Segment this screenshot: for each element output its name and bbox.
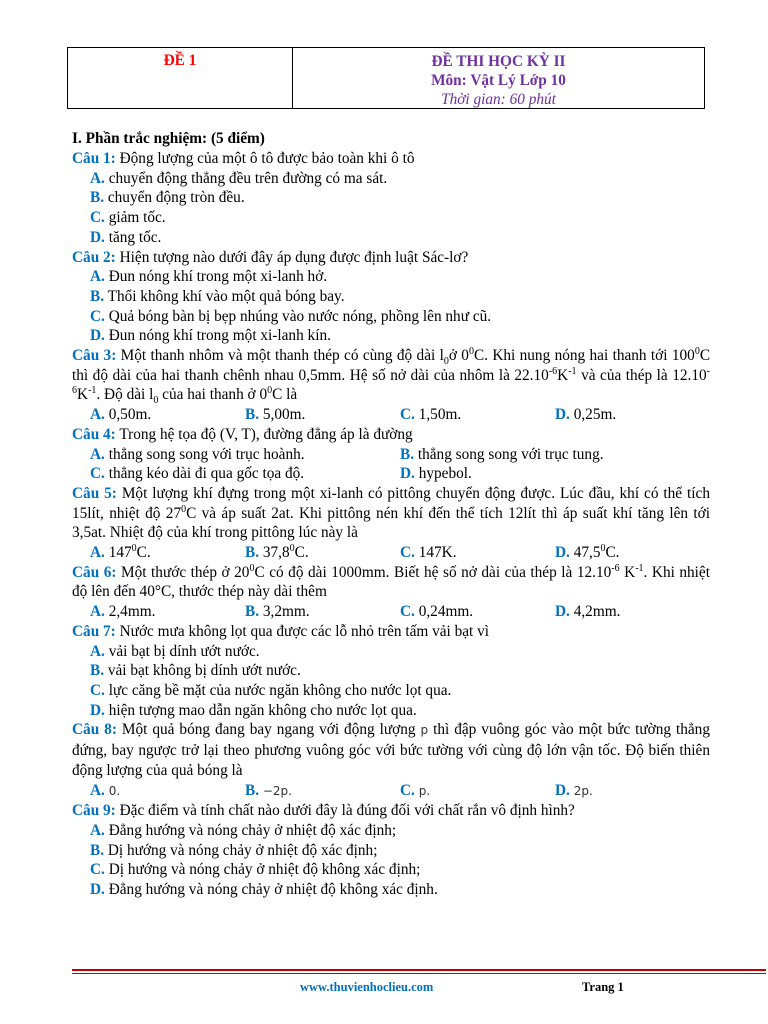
question-text: Nước mưa không lọt qua được các lỗ nhỏ trên tấm vải bạt vì [115,622,490,640]
page-number: Trang 1 [582,980,624,994]
question-text: Trong hệ tọa độ (V, T), đường đẳng áp là đường [115,425,413,443]
option-d: D. 2p. [555,781,593,799]
question-number: Câu 2: [72,248,116,266]
question-number: Câu 9: [72,802,116,820]
option-d: D. Đẳng hướng và nóng chảy ở nhiệt độ không xác định. [90,881,438,899]
option-b: B. chuyển động tròn đều. [90,189,245,207]
question-7 [72,622,710,721]
option-a: A. 0. [90,781,121,799]
website-link[interactable]: www.thuvienhoclieu.com [300,980,434,994]
option-b: B. thẳng song song với trục tung. [400,445,604,463]
option-a: A. 0,50m. [90,406,152,424]
options-row [72,781,710,802]
question-text: Động lượng của một ô tô được bảo toàn khi ô tô [115,150,415,167]
exam-content [72,129,710,900]
question-6 [72,563,710,622]
option-c: C. p. [400,781,431,799]
option-b: B. −2p. [245,781,292,799]
option-c: C. thẳng kéo dài đi qua gốc tọa độ. [90,465,305,483]
option-b: B. 3,2mm. [245,603,310,621]
options-row [72,602,710,622]
options-row [72,445,710,465]
option-c: C. Quả bóng bàn bị bẹp nhúng vào nước nóng, phồng lên như cũ. [90,307,492,325]
option-c: C. 1,50m. [400,406,462,424]
option-d: D. hypebol. [400,465,472,483]
exam-title: ĐỀ THI HỌC KỲ II [431,53,566,70]
option-a: A. chuyển động thẳng đều trên đường có ma sát. [90,169,388,187]
options-row [72,405,710,425]
option-c: C. giảm tốc. [90,209,166,227]
question-number: Câu 4: [72,425,116,443]
question-5 [72,484,710,563]
exam-header-table [67,47,705,109]
question-number: Câu 1: [72,150,116,167]
option-a: A. 2,4mm. [90,603,156,621]
option-a: A. vải bạt bị dính ướt nước. [90,642,260,660]
option-a: A. Đẳng hướng và nóng chảy ở nhiệt độ xác định; [90,821,397,839]
exam-title-block [293,52,704,109]
question-1 [72,149,710,248]
section-title: I. Phần trắc nghiệm: (5 điểm) [72,130,265,147]
footer-rule [72,969,766,971]
option-c: C. 147K. [400,544,457,562]
question-text: Câu 5: Một lượng khí đựng trong một xi-lanh có pittông chuyển động được. Lúc đầu, khí có thể tích 15lít, nhiệt độ $27^0C$ và áp suất 2at. Khi pittông nén khí đến thể tích 12lít thì áp suất khí tăng lên tới 3,5at. Nhiệt độ của khí trong pittông lúc này là [72,484,710,542]
question-3 [72,346,710,425]
momentum-symbol: p [420,723,429,738]
exam-subject: Môn: Vật Lý Lớp 10 [431,72,566,89]
option-c: C. Dị hướng và nóng chảy ở nhiệt độ không xác định; [90,861,421,879]
options-row [72,543,710,563]
question-text: Câu 8: Một quả bóng đang bay ngang với động lượng p thì đập vuông góc vào một bức tường thẳng đứng, bay ngược trở lại theo phương vuông góc với bức tường với cùng độ lớn vận tốc. Độ biến thiên động lượng của quả bóng là [72,721,710,779]
option-b: B. 37,8$^0$C. [245,542,309,562]
option-c: C. lực căng bề mặt của nước ngăn không cho nước lọt qua. [90,681,452,699]
option-d: D. 4,2mm. [555,603,621,621]
question-text: Câu 6: Một thước thép ở $20^0C$ có độ dài 1000mm. Biết hệ số nở dài của thép là $12.10^{-6}$ $K^{-1}$. Khi nhiệt độ lên đến 40°C, thước thép này dài thêm [72,562,710,601]
option-d: D. 47,5$^0$C. [555,542,620,562]
option-a: A. thẳng song song với trục hoành. [90,445,305,463]
option-a: A. $147^0C$. [90,542,151,562]
exam-code: ĐỀ 1 [163,52,197,69]
option-d: D. tăng tốc. [90,228,162,246]
question-number: Câu 7: [72,622,116,640]
question-4 [72,425,710,484]
question-text: Hiện tượng nào dưới đây áp dụng được định luật Sác-lơ? [115,248,469,266]
option-b: B. 5,00m. [245,406,306,424]
question-9 [72,801,710,900]
option-c: C. 0,24mm. [400,603,474,621]
option-a: A. Đun nóng khí trong một xi-lanh hở. [90,268,328,286]
option-d: D. hiện tượng mao dẫn ngăn không cho nước lọt qua. [90,701,417,719]
options-row [72,464,710,484]
question-text: Câu 3: Một thanh nhôm và một thanh thép có cùng độ dài $l_0ở$ $0^0C$. Khi nung nóng hai thanh tới $100^0C$ thì độ dài của hai thanh chênh nhau 0,5mm. Hệ số nở dài của nhôm là $22.10^{-6}K^{-1}$ và của thép là $12.10^{-6}K^{-1}$. Độ dài $l_0$ của hai thanh ở $0^0C$ là [72,345,711,407]
question-8 [72,720,710,801]
option-b: B. Thổi không khí vào một quả bóng bay. [90,287,345,305]
footer-rule-thin [72,973,766,974]
question-text: Đặc điểm và tính chất nào dưới đây là đúng đối với chất rắn vô định hình? [115,802,575,820]
option-d: D. 0,25m. [555,406,617,424]
option-d: D. Đun nóng khí trong một xi-lanh kín. [90,327,331,345]
exam-time: Thời gian: 60 phút [441,91,556,108]
option-b: B. vải bạt không bị dính ướt nước. [90,662,301,680]
question-2 [72,248,710,347]
option-b: B. Dị hướng và nóng chảy ở nhiệt độ xác định; [90,841,378,859]
